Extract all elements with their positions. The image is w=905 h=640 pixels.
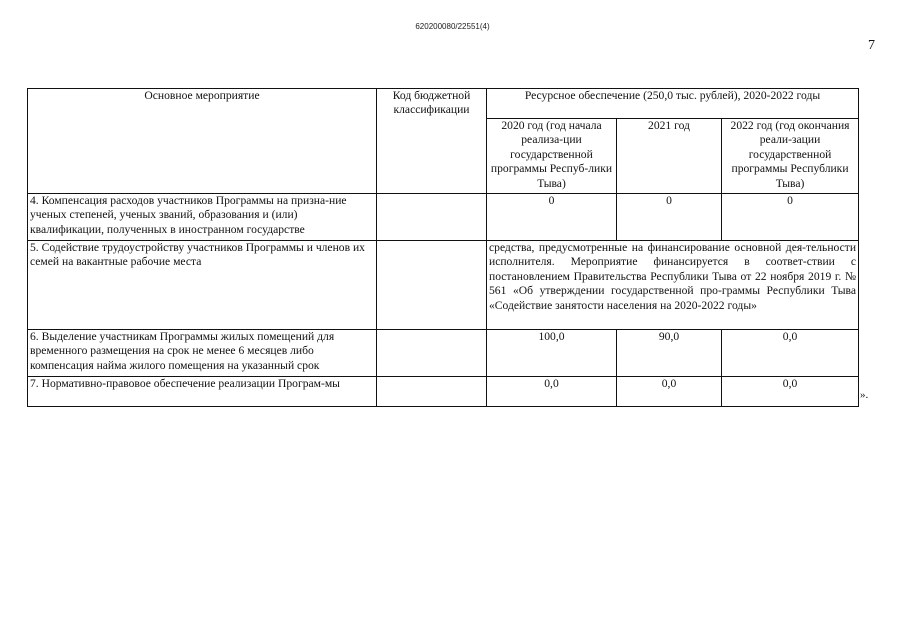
- table-row: [28, 241, 859, 330]
- header-year-2022: 2022 год (год окончания реали-зации государственной программы Республики Тыва): [722, 119, 859, 194]
- value-2022: 0,0: [722, 330, 859, 377]
- budget-code: [377, 241, 487, 330]
- value-2021: 0: [617, 194, 722, 241]
- value-2021: 90,0: [617, 330, 722, 377]
- header-budget-code: Код бюджетной классификации: [377, 89, 487, 194]
- activity-name: 4. Компенсация расходов участников Программы на призна-ние ученых степеней, ученых званий, образования и (или) квалификации, полученных в иностранном государстве: [28, 194, 377, 241]
- activity-name: 7. Нормативно-правовое обеспечение реализации Програм-мы: [28, 377, 377, 407]
- table-row: [28, 330, 859, 377]
- header-activity: Основное мероприятие: [28, 89, 377, 194]
- value-2020: 0,0: [487, 377, 617, 407]
- activity-name: 6. Выделение участникам Программы жилых помещений для временного размещения на срок не менее 6 месяцев либо компенсация найма жилого помещения на указанный срок: [28, 330, 377, 377]
- value-2022: 0,0: [722, 377, 859, 407]
- value-2022: 0: [722, 194, 859, 241]
- document-id: 620200080/22551(4): [415, 22, 490, 31]
- table-row: [28, 377, 859, 407]
- value-2020: 0: [487, 194, 617, 241]
- financing-note: средства, предусмотренные на финансирование основной дея-тельности исполнителя. Мероприятие финансируется в соответ-ствии с постановлением Правительства Республики Тыва от 22 ноября 2019 г. № 561 «Об утверждении государственной про-граммы Республики Тыва «Содействие занятости населения на 2020-2022 годы»: [487, 241, 859, 330]
- budget-code: [377, 194, 487, 241]
- header-year-2021: 2021 год: [617, 119, 722, 194]
- table-header-row: [28, 89, 859, 119]
- closing-quote: ».: [860, 389, 869, 401]
- budget-code: [377, 330, 487, 377]
- value-2020: 100,0: [487, 330, 617, 377]
- value-2021: 0,0: [617, 377, 722, 407]
- table-row: [28, 194, 859, 241]
- header-year-2020: 2020 год (год начала реализа-ции государственной программы Респуб-лики Тыва): [487, 119, 617, 194]
- activity-name: 5. Содействие трудоустройству участников Программы и членов их семей на вакантные рабочие места: [28, 241, 377, 330]
- page-number: 7: [868, 38, 875, 53]
- header-resource: Ресурсное обеспечение (250,0 тыс. рублей), 2020-2022 годы: [487, 89, 859, 119]
- budget-code: [377, 377, 487, 407]
- resource-table: [27, 88, 859, 407]
